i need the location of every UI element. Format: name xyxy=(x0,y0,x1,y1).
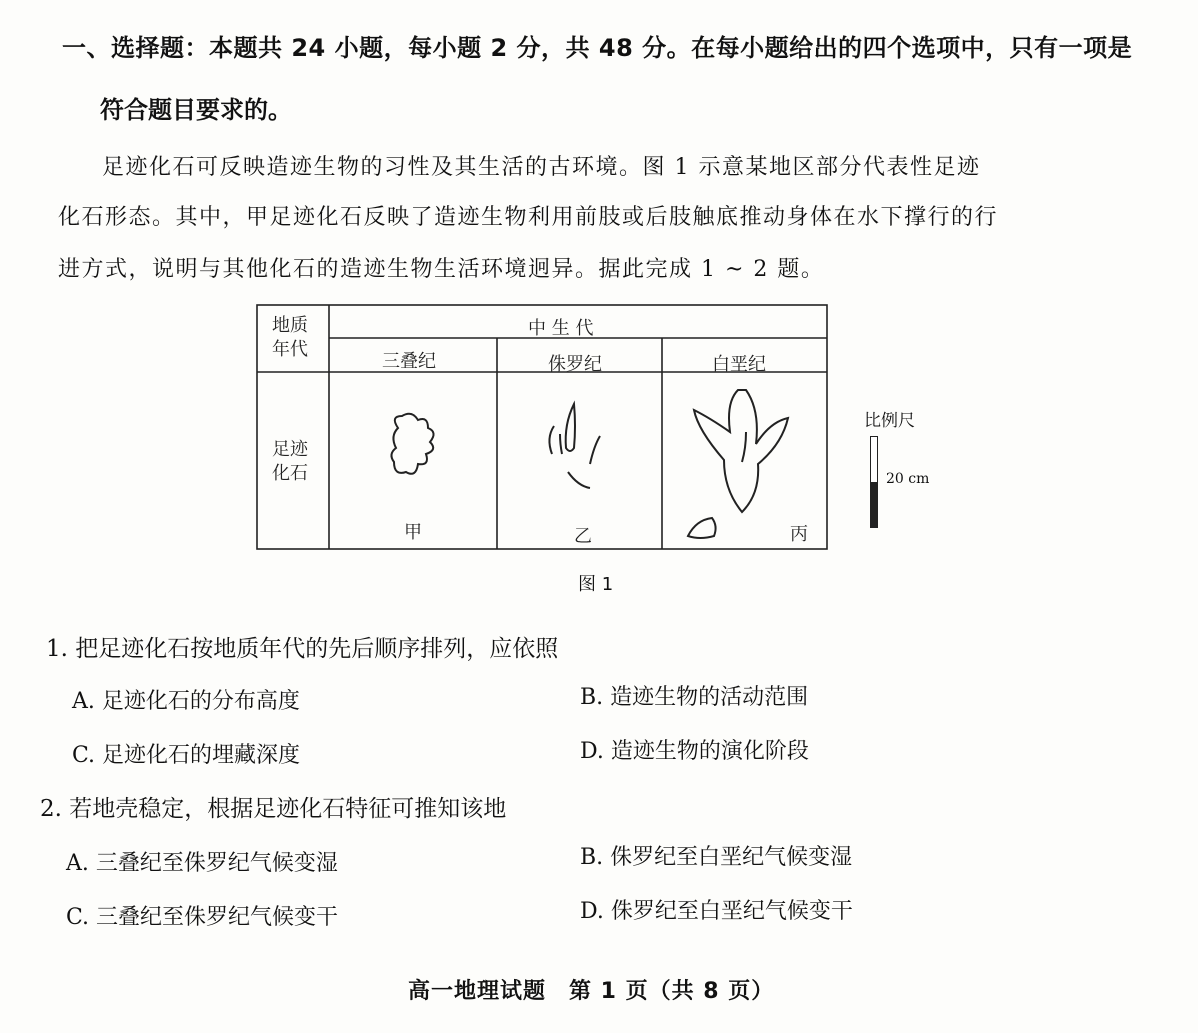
question-1-stem: 1. 把足迹化石按地质年代的先后顺序排列，应依照 xyxy=(46,636,559,662)
question-2-option-d[interactable]: D. 侏罗纪至白垩纪气候变干 xyxy=(580,899,853,924)
section-title: 一、选择题：本题共 24 小题，每小题 2 分，共 48 分。在每小题给出的四个选项中，只有一项是 xyxy=(62,34,1133,62)
figure-1-table xyxy=(256,304,828,550)
fossil-label-jia: 甲 xyxy=(404,522,422,543)
era-label: 中 生 代 xyxy=(528,318,594,339)
period-triassic: 三叠纪 xyxy=(382,351,436,372)
fossil-bing-footprint xyxy=(688,390,788,538)
passage-line-3: 进方式，说明与其他化石的造迹生物生活环境迥异。据此完成 1 ~ 2 题。 xyxy=(58,257,825,282)
row-header-fossil: 足迹化石 xyxy=(272,439,308,484)
section-title-cont: 符合题目要求的。 xyxy=(100,96,292,124)
question-1-option-b[interactable]: B. 造迹生物的活动范围 xyxy=(580,685,809,710)
question-2-option-c[interactable]: C. 三叠纪至侏罗纪气候变干 xyxy=(66,905,339,930)
passage-line-2: 化石形态。其中，甲足迹化石反映了造迹生物利用前肢或后肢触底推动身体在水下撑行的行 xyxy=(58,205,999,230)
figure-caption: 图 1 xyxy=(578,574,614,595)
passage-line-1: 足迹化石可反映造迹生物的习性及其生活的古环境。图 1 示意某地区部分代表性足迹 xyxy=(102,155,981,180)
period-jurassic: 侏罗纪 xyxy=(548,354,602,375)
scale-value: 20 cm xyxy=(886,471,930,487)
question-1-option-a[interactable]: A. 足迹化石的分布高度 xyxy=(72,689,300,714)
question-1-option-c[interactable]: C. 足迹化石的埋藏深度 xyxy=(72,743,301,768)
question-2-option-b[interactable]: B. 侏罗纪至白垩纪气候变湿 xyxy=(580,845,853,870)
question-2-stem: 2. 若地壳稳定，根据足迹化石特征可推知该地 xyxy=(40,796,507,822)
fossil-label-bing: 丙 xyxy=(790,524,808,545)
period-cretaceous: 白垩纪 xyxy=(712,354,766,375)
scale-label: 比例尺 xyxy=(864,411,915,431)
scale-bar xyxy=(870,436,878,528)
question-2-option-a[interactable]: A. 三叠纪至侏罗纪气候变湿 xyxy=(66,851,338,876)
fossil-yi-footprint xyxy=(549,404,600,488)
fossil-jia-footprint xyxy=(391,414,433,474)
page-footer: 高一地理试题 第 1 页（共 8 页） xyxy=(408,979,775,1004)
question-1-option-d[interactable]: D. 造迹生物的演化阶段 xyxy=(580,739,809,764)
row-header-era: 地质年代 xyxy=(272,315,308,360)
fossil-label-yi: 乙 xyxy=(574,526,592,547)
